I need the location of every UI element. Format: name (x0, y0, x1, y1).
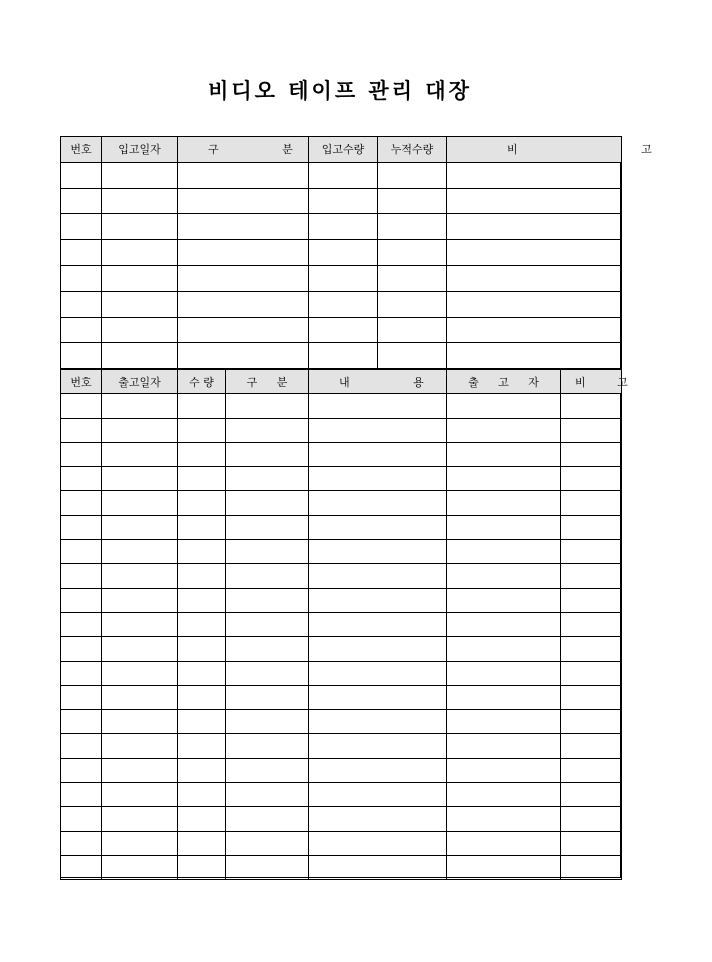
outgoing-cell-date[interactable] (102, 588, 178, 612)
outgoing-cell-quantity[interactable] (178, 394, 226, 418)
outgoing-cell-no[interactable] (61, 807, 102, 831)
outgoing-cell-issuer[interactable] (447, 758, 561, 782)
outgoing-cell-content[interactable] (309, 564, 447, 588)
outgoing-cell-issuer[interactable] (447, 685, 561, 709)
incoming-cell-quantity[interactable] (309, 317, 378, 343)
outgoing-cell-remarks[interactable] (561, 564, 622, 588)
outgoing-cell-remarks[interactable] (561, 734, 622, 758)
outgoing-cell-category[interactable] (226, 758, 309, 782)
outgoing-cell-content[interactable] (309, 685, 447, 709)
incoming-cell-category[interactable] (178, 188, 309, 214)
outgoing-cell-date[interactable] (102, 612, 178, 636)
outgoing-cell-quantity[interactable] (178, 467, 226, 491)
outgoing-cell-quantity[interactable] (178, 783, 226, 807)
outgoing-cell-issuer[interactable] (447, 540, 561, 564)
outgoing-cell-issuer[interactable] (447, 467, 561, 491)
outgoing-cell-issuer[interactable] (447, 637, 561, 661)
incoming-cell-date[interactable] (102, 214, 178, 240)
incoming-header-category: 구 분 (178, 137, 309, 163)
outgoing-cell-no[interactable] (61, 783, 102, 807)
outgoing-row (61, 612, 622, 636)
outgoing-row (61, 807, 622, 831)
incoming-cell-category[interactable] (178, 317, 309, 343)
outgoing-cell-date[interactable] (102, 467, 178, 491)
incoming-header-no: 번호 (61, 137, 102, 163)
incoming-cell-no[interactable] (61, 162, 102, 188)
incoming-cell-category[interactable] (178, 214, 309, 240)
incoming-cell-no[interactable] (61, 265, 102, 291)
outgoing-cell-date[interactable] (102, 734, 178, 758)
incoming-cell-remarks[interactable] (447, 317, 622, 343)
outgoing-row (61, 855, 622, 879)
outgoing-table (60, 369, 642, 880)
outgoing-cell-content[interactable] (309, 467, 447, 491)
outgoing-cell-date[interactable] (102, 418, 178, 442)
incoming-cell-remarks[interactable] (447, 214, 622, 240)
outgoing-cell-quantity[interactable] (178, 637, 226, 661)
outgoing-cell-category[interactable] (226, 515, 309, 539)
outgoing-cell-content[interactable] (309, 394, 447, 418)
outgoing-cell-category[interactable] (226, 734, 309, 758)
outgoing-cell-date[interactable] (102, 564, 178, 588)
incoming-cell-date[interactable] (102, 240, 178, 266)
incoming-cell-no[interactable] (61, 188, 102, 214)
incoming-cell-cumulative[interactable] (378, 162, 447, 188)
outgoing-cell-date[interactable] (102, 442, 178, 466)
outgoing-cell-no[interactable] (61, 831, 102, 855)
page-title: 비디오 테이프 관리 대장 (208, 78, 472, 103)
outgoing-cell-issuer[interactable] (447, 491, 561, 515)
incoming-table (60, 136, 712, 369)
outgoing-cell-no[interactable] (61, 491, 102, 515)
outgoing-cell-no[interactable] (61, 637, 102, 661)
incoming-cell-no[interactable] (61, 214, 102, 240)
outgoing-cell-remarks[interactable] (561, 685, 622, 709)
incoming-cell-date[interactable] (102, 188, 178, 214)
outgoing-cell-content[interactable] (309, 758, 447, 782)
outgoing-cell-quantity[interactable] (178, 442, 226, 466)
outgoing-header-date: 출고일자 (102, 370, 178, 394)
outgoing-cell-date[interactable] (102, 807, 178, 831)
incoming-cell-category[interactable] (178, 265, 309, 291)
outgoing-cell-content[interactable] (309, 442, 447, 466)
outgoing-cell-quantity[interactable] (178, 564, 226, 588)
outgoing-cell-remarks[interactable] (561, 637, 622, 661)
outgoing-cell-date[interactable] (102, 855, 178, 879)
outgoing-header-row (61, 370, 622, 394)
incoming-header-remarks: 비 고 (447, 137, 622, 163)
incoming-cell-cumulative[interactable] (378, 240, 447, 266)
outgoing-cell-quantity[interactable] (178, 734, 226, 758)
incoming-cell-date[interactable] (102, 343, 178, 369)
outgoing-cell-remarks[interactable] (561, 661, 622, 685)
outgoing-row (61, 710, 622, 734)
outgoing-row (61, 418, 622, 442)
outgoing-cell-remarks[interactable] (561, 588, 622, 612)
outgoing-header-no: 번호 (61, 370, 102, 394)
incoming-cell-date[interactable] (102, 162, 178, 188)
outgoing-cell-date[interactable] (102, 758, 178, 782)
incoming-cell-quantity[interactable] (309, 240, 378, 266)
incoming-cell-remarks[interactable] (447, 265, 622, 291)
outgoing-cell-issuer[interactable] (447, 661, 561, 685)
incoming-cell-remarks[interactable] (447, 240, 622, 266)
outgoing-cell-quantity[interactable] (178, 758, 226, 782)
outgoing-cell-issuer[interactable] (447, 588, 561, 612)
incoming-header-row (61, 137, 622, 163)
outgoing-cell-category[interactable] (226, 491, 309, 515)
outgoing-row (61, 467, 622, 491)
outgoing-cell-category[interactable] (226, 710, 309, 734)
outgoing-header-issuer: 출 고 자 (447, 370, 561, 394)
outgoing-row (61, 491, 622, 515)
outgoing-cell-category[interactable] (226, 588, 309, 612)
outgoing-cell-category[interactable] (226, 661, 309, 685)
outgoing-cell-date[interactable] (102, 540, 178, 564)
outgoing-cell-content[interactable] (309, 710, 447, 734)
incoming-row (61, 162, 622, 188)
outgoing-row (61, 394, 622, 418)
incoming-cell-quantity[interactable] (309, 343, 378, 369)
outgoing-cell-content[interactable] (309, 807, 447, 831)
outgoing-cell-quantity[interactable] (178, 540, 226, 564)
outgoing-cell-no[interactable] (61, 734, 102, 758)
outgoing-cell-date[interactable] (102, 394, 178, 418)
outgoing-cell-quantity[interactable] (178, 515, 226, 539)
incoming-cell-cumulative[interactable] (378, 188, 447, 214)
incoming-cell-quantity[interactable] (309, 265, 378, 291)
incoming-cell-remarks[interactable] (447, 162, 622, 188)
outgoing-cell-issuer[interactable] (447, 612, 561, 636)
outgoing-row (61, 685, 622, 709)
outgoing-rows (61, 394, 622, 880)
outgoing-cell-content[interactable] (309, 831, 447, 855)
outgoing-cell-content[interactable] (309, 783, 447, 807)
incoming-cell-remarks[interactable] (447, 291, 622, 317)
incoming-cell-no[interactable] (61, 317, 102, 343)
outgoing-cell-remarks[interactable] (561, 855, 622, 879)
incoming-cell-category[interactable] (178, 240, 309, 266)
incoming-cell-date[interactable] (102, 265, 178, 291)
outgoing-row (61, 637, 622, 661)
outgoing-cell-quantity[interactable] (178, 661, 226, 685)
outgoing-cell-no[interactable] (61, 661, 102, 685)
outgoing-row (61, 831, 622, 855)
outgoing-row (61, 661, 622, 685)
outgoing-cell-date[interactable] (102, 685, 178, 709)
outgoing-cell-issuer[interactable] (447, 515, 561, 539)
outgoing-cell-no[interactable] (61, 418, 102, 442)
outgoing-cell-issuer[interactable] (447, 394, 561, 418)
incoming-cell-no[interactable] (61, 240, 102, 266)
outgoing-cell-category[interactable] (226, 442, 309, 466)
outgoing-cell-remarks[interactable] (561, 515, 622, 539)
outgoing-cell-category[interactable] (226, 855, 309, 879)
outgoing-cell-remarks[interactable] (561, 467, 622, 491)
outgoing-row (61, 442, 622, 466)
incoming-cell-category[interactable] (178, 162, 309, 188)
outgoing-row (61, 734, 622, 758)
outgoing-cell-no[interactable] (61, 442, 102, 466)
incoming-header-cumulative: 누적수량 (378, 137, 447, 163)
outgoing-cell-no[interactable] (61, 710, 102, 734)
incoming-cell-no[interactable] (61, 343, 102, 369)
outgoing-cell-content[interactable] (309, 612, 447, 636)
outgoing-cell-no[interactable] (61, 685, 102, 709)
outgoing-cell-remarks[interactable] (561, 491, 622, 515)
outgoing-cell-category[interactable] (226, 467, 309, 491)
incoming-row (61, 317, 622, 343)
outgoing-cell-remarks[interactable] (561, 418, 622, 442)
outgoing-cell-no[interactable] (61, 515, 102, 539)
incoming-header-quantity: 입고수량 (309, 137, 378, 163)
outgoing-row (61, 588, 622, 612)
incoming-cell-cumulative[interactable] (378, 214, 447, 240)
outgoing-cell-quantity[interactable] (178, 685, 226, 709)
outgoing-cell-no[interactable] (61, 612, 102, 636)
outgoing-cell-no[interactable] (61, 588, 102, 612)
outgoing-cell-issuer[interactable] (447, 418, 561, 442)
incoming-row (61, 188, 622, 214)
outgoing-cell-category[interactable] (226, 394, 309, 418)
outgoing-cell-category[interactable] (226, 637, 309, 661)
outgoing-header-content: 내 용 (309, 370, 447, 394)
outgoing-cell-issuer[interactable] (447, 442, 561, 466)
incoming-cell-quantity[interactable] (309, 291, 378, 317)
outgoing-cell-remarks[interactable] (561, 540, 622, 564)
incoming-row (61, 343, 622, 369)
incoming-header-date: 입고일자 (102, 137, 178, 163)
outgoing-header-quantity: 수 량 (178, 370, 226, 394)
incoming-cell-date[interactable] (102, 317, 178, 343)
outgoing-cell-issuer[interactable] (447, 807, 561, 831)
incoming-cell-cumulative[interactable] (378, 265, 447, 291)
outgoing-cell-content[interactable] (309, 588, 447, 612)
outgoing-cell-content[interactable] (309, 418, 447, 442)
outgoing-cell-remarks[interactable] (561, 612, 622, 636)
incoming-cell-quantity[interactable] (309, 214, 378, 240)
outgoing-cell-category[interactable] (226, 612, 309, 636)
incoming-cell-quantity[interactable] (309, 162, 378, 188)
outgoing-cell-content[interactable] (309, 734, 447, 758)
ledger-sheet (60, 136, 712, 878)
outgoing-cell-quantity[interactable] (178, 418, 226, 442)
outgoing-cell-no[interactable] (61, 758, 102, 782)
outgoing-header-remarks: 비 고 (561, 370, 622, 394)
outgoing-cell-quantity[interactable] (178, 855, 226, 879)
outgoing-cell-issuer[interactable] (447, 783, 561, 807)
outgoing-row (61, 564, 622, 588)
incoming-cell-cumulative[interactable] (378, 291, 447, 317)
outgoing-row (61, 758, 622, 782)
outgoing-cell-date[interactable] (102, 515, 178, 539)
outgoing-cell-content[interactable] (309, 855, 447, 879)
outgoing-cell-category[interactable] (226, 564, 309, 588)
outgoing-cell-content[interactable] (309, 661, 447, 685)
incoming-cell-cumulative[interactable] (378, 317, 447, 343)
incoming-cell-remarks[interactable] (447, 188, 622, 214)
outgoing-cell-no[interactable] (61, 540, 102, 564)
outgoing-cell-no[interactable] (61, 394, 102, 418)
outgoing-cell-no[interactable] (61, 467, 102, 491)
outgoing-cell-date[interactable] (102, 637, 178, 661)
outgoing-cell-date[interactable] (102, 710, 178, 734)
outgoing-cell-remarks[interactable] (561, 758, 622, 782)
outgoing-cell-issuer[interactable] (447, 564, 561, 588)
incoming-cell-date[interactable] (102, 291, 178, 317)
outgoing-cell-date[interactable] (102, 661, 178, 685)
outgoing-cell-category[interactable] (226, 540, 309, 564)
incoming-cell-category[interactable] (178, 343, 309, 369)
outgoing-cell-content[interactable] (309, 515, 447, 539)
outgoing-cell-content[interactable] (309, 540, 447, 564)
outgoing-cell-issuer[interactable] (447, 831, 561, 855)
outgoing-cell-issuer[interactable] (447, 734, 561, 758)
incoming-cell-quantity[interactable] (309, 188, 378, 214)
outgoing-cell-issuer[interactable] (447, 710, 561, 734)
outgoing-cell-category[interactable] (226, 831, 309, 855)
incoming-cell-no[interactable] (61, 291, 102, 317)
outgoing-cell-category[interactable] (226, 685, 309, 709)
outgoing-cell-remarks[interactable] (561, 831, 622, 855)
outgoing-cell-category[interactable] (226, 783, 309, 807)
outgoing-cell-content[interactable] (309, 637, 447, 661)
outgoing-row (61, 783, 622, 807)
outgoing-cell-no[interactable] (61, 855, 102, 879)
outgoing-row (61, 540, 622, 564)
outgoing-header-category: 구 분 (226, 370, 309, 394)
outgoing-cell-remarks[interactable] (561, 710, 622, 734)
outgoing-cell-quantity[interactable] (178, 831, 226, 855)
incoming-cell-category[interactable] (178, 291, 309, 317)
outgoing-cell-date[interactable] (102, 491, 178, 515)
outgoing-cell-quantity[interactable] (178, 807, 226, 831)
outgoing-cell-quantity[interactable] (178, 710, 226, 734)
outgoing-cell-remarks[interactable] (561, 394, 622, 418)
incoming-cell-cumulative[interactable] (378, 343, 447, 369)
outgoing-cell-remarks[interactable] (561, 442, 622, 466)
outgoing-cell-category[interactable] (226, 418, 309, 442)
incoming-cell-remarks[interactable] (447, 343, 622, 369)
outgoing-cell-no[interactable] (61, 564, 102, 588)
outgoing-cell-remarks[interactable] (561, 783, 622, 807)
outgoing-cell-category[interactable] (226, 807, 309, 831)
outgoing-cell-date[interactable] (102, 783, 178, 807)
incoming-rows (61, 162, 622, 368)
incoming-row (61, 265, 622, 291)
incoming-row (61, 291, 622, 317)
outgoing-cell-date[interactable] (102, 831, 178, 855)
outgoing-cell-quantity[interactable] (178, 612, 226, 636)
incoming-row (61, 240, 622, 266)
incoming-row (61, 214, 622, 240)
outgoing-row (61, 515, 622, 539)
outgoing-cell-quantity[interactable] (178, 588, 226, 612)
outgoing-cell-issuer[interactable] (447, 855, 561, 879)
outgoing-cell-content[interactable] (309, 491, 447, 515)
outgoing-cell-quantity[interactable] (178, 491, 226, 515)
outgoing-cell-remarks[interactable] (561, 807, 622, 831)
